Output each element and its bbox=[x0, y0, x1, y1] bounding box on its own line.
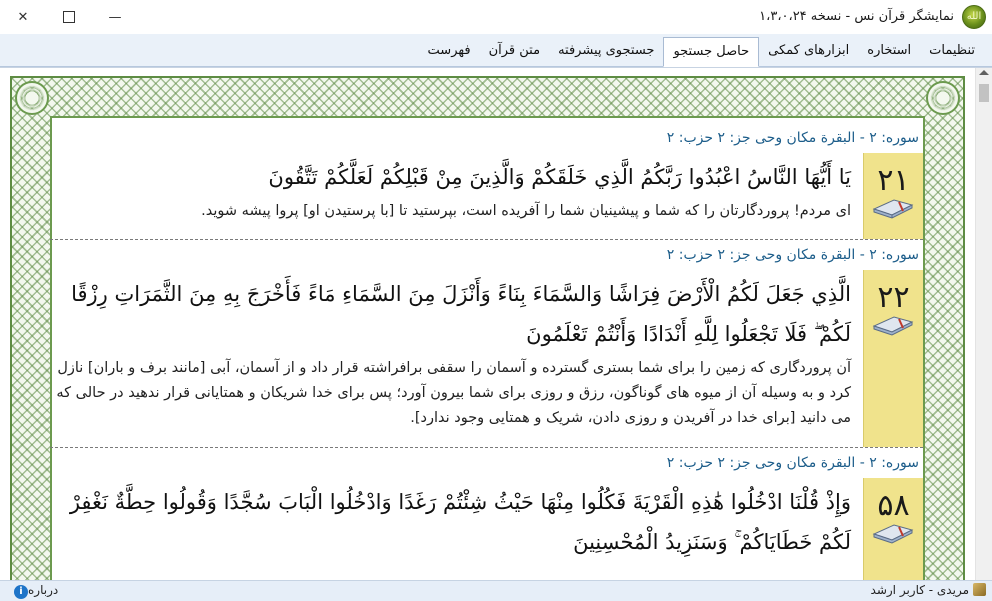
verse-number: ۵۸ bbox=[877, 488, 910, 523]
status-user-label: مریدی - کاربر ارشد bbox=[870, 583, 969, 597]
verse-number: ۲۲ bbox=[877, 280, 910, 315]
user-icon bbox=[973, 583, 986, 596]
verse-meta: سوره: ۲ - البقرة مكان وحی جز: ۲ حزب: ۲ bbox=[666, 130, 919, 146]
verse-meta: سوره: ۲ - البقرة مكان وحی جز: ۲ حزب: ۲ bbox=[666, 247, 919, 263]
results-panel bbox=[0, 67, 992, 581]
tab-list bbox=[419, 37, 984, 67]
app-logo-icon: الله bbox=[962, 5, 986, 29]
close-button[interactable] bbox=[0, 0, 46, 34]
verse-body bbox=[50, 478, 863, 581]
verse-meta: سوره: ۲ - البقرة مكان وحی جز: ۲ حزب: ۲ bbox=[666, 455, 919, 471]
verse-translation: آن پروردگاری كه زمین را برای شما بستری گسترده و آسمان را سقفی برافراشته قرار داد و از آسمان، آبی [مانند برف و باران] نازل كرد و به وسیله آن از میوه های گوناگون، رزق و روزی برای شما بیرون آورد؛ پس برای خدا شریكان و همتایانی قرار ندهید در حالی كه می دانید [برای خدا در آفریدن و روزی دادن، شریک و همتایی وجود ندارد]. bbox=[56, 360, 851, 426]
corner-ornament bbox=[926, 81, 960, 115]
verse-translation: ای مردم! پروردگارتان را كه شما و پیشینیان شما را آفریده است، بپرستید تا [با پرستیدن او] پروا پیشه شوید. bbox=[201, 203, 851, 219]
maximize-button[interactable] bbox=[46, 0, 92, 34]
verse-body bbox=[50, 153, 863, 239]
result-list bbox=[50, 123, 923, 581]
verse-arabic-text: وَإِذْ قُلْنَا ادْخُلُوا هَٰذِهِ الْقَرْيَةَ فَكُلُوا مِنْهَا حَيْثُ شِئْتُمْ رَغَدًا وَادْخُلُوا الْبَابَ سُجَّدًا وَقُولُوا حِطَّةٌ نَغْفِرْ لَكُمْ خَطَايَاكُمْ ۚ وَسَنَزِيدُ الْمُحْسِنِينَ bbox=[69, 490, 851, 554]
tab-advanced-search[interactable]: جستجوی پیشرفته bbox=[558, 43, 655, 58]
corner-ornament bbox=[15, 81, 49, 115]
tab-index[interactable]: فهرست bbox=[427, 43, 471, 58]
maximize-icon bbox=[63, 11, 75, 23]
verse-number-box[interactable] bbox=[863, 270, 923, 447]
tab-tools[interactable]: ابزارهای کمکی bbox=[768, 43, 850, 58]
verse-arabic-text: يَا أَيُّهَا النَّاسُ اعْبُدُوا رَبَّكُمُ الَّذِي خَلَقَكُمْ وَالَّذِينَ مِنْ قَبْلِكُمْ لَعَلَّكُمْ تَتَّقُونَ bbox=[268, 165, 851, 189]
window-title: نمایشگر قرآن نس - نسخه ۱،۳،۰،۲۴ bbox=[759, 9, 954, 24]
verse-row[interactable] bbox=[50, 270, 923, 448]
tab-bar bbox=[0, 34, 992, 67]
minimize-icon: — bbox=[108, 9, 122, 25]
tab-quran-text[interactable]: متن قرآن bbox=[488, 43, 541, 58]
info-icon: i bbox=[14, 585, 28, 599]
verse-arabic-text: الَّذِي جَعَلَ لَكُمُ الْأَرْضَ فِرَاشًا وَالسَّمَاءَ بِنَاءً وَأَنْزَلَ مِنَ السَّمَاءِ مَاءً فَأَخْرَجَ بِهِ مِنَ الثَّمَرَاتِ رِزْقًا لَكُمْ ۖ فَلَا تَجْعَلُوا لِلَّهِ أَنْدَادًا وَأَنْتُمْ تَعْلَمُونَ bbox=[71, 282, 851, 346]
status-bar bbox=[0, 580, 992, 601]
about-label: درباره bbox=[28, 583, 59, 597]
verse-row[interactable] bbox=[50, 153, 923, 240]
about-link[interactable] bbox=[10, 583, 58, 599]
verse-number-box[interactable] bbox=[863, 478, 923, 581]
scroll-up-arrow-icon[interactable] bbox=[979, 70, 989, 75]
book-icon[interactable] bbox=[872, 314, 914, 336]
verse-body bbox=[50, 270, 863, 447]
tab-settings[interactable]: تنظیمات bbox=[929, 43, 975, 58]
book-icon[interactable] bbox=[872, 522, 914, 544]
verse-number-box[interactable] bbox=[863, 153, 923, 239]
book-icon[interactable] bbox=[872, 197, 914, 219]
status-user[interactable] bbox=[871, 583, 986, 597]
title-bar bbox=[0, 0, 992, 34]
vertical-scrollbar[interactable] bbox=[975, 68, 992, 581]
close-icon: ✕ bbox=[17, 9, 29, 25]
tab-istikhara[interactable]: استخاره bbox=[867, 43, 912, 58]
minimize-button[interactable] bbox=[92, 0, 138, 34]
tab-search-results[interactable]: حاصل جستجو bbox=[663, 37, 759, 67]
scroll-thumb[interactable] bbox=[979, 84, 989, 102]
verse-row[interactable] bbox=[50, 478, 923, 581]
verse-number: ۲۱ bbox=[877, 163, 910, 198]
